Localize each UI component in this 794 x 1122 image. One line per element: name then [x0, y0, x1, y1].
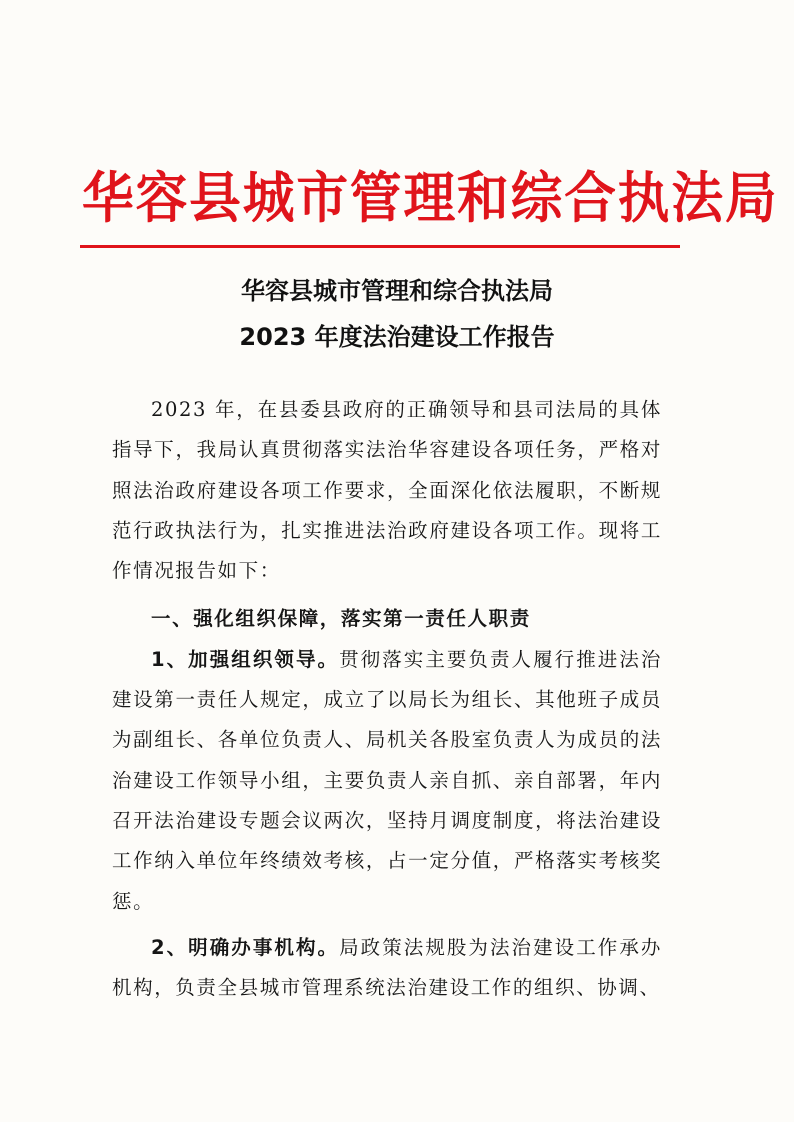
item-text: 局政策法规股为法治建设工作承办机构，负责全县城市管理系统法治建设工作的组织、协调、 — [112, 935, 662, 1000]
report-title-line2: 2023 年度法治建设工作报告 — [239, 323, 555, 351]
letterhead-red-rule — [80, 245, 680, 248]
section-heading: 一、强化组织保障，落实第一责任人职责 — [151, 607, 531, 631]
report-title-line1: 华容县城市管理和综合执法局 — [241, 277, 553, 305]
intro-paragraph: 2023 年，在县委县政府的正确领导和县司法局的具体指导下，我局认真贯彻落实法治华容建设各项任务，严格对照法治政府建设各项工作要求，全面深化依法履职，不断规范行政执法行为，扎实推进法治政府建设各项工作。现将工作情况报告如下： — [112, 398, 662, 583]
letterhead-org-name: 华容县城市管理和综合执法局 — [82, 165, 779, 230]
report-title — [0, 268, 794, 360]
item-paragraph — [112, 640, 662, 922]
item-text: 贯彻落实主要负责人履行推进法治建设第一责任人规定，成立了以局长为组长、其他班子成员为副组长、各单位负责人、局机关各股室负责人为成员的法治建设工作领导小组，主要负责人亲自抓、亲自部署，年内召开法治建设专题会议两次，坚持月调度制度，将法治建设工作纳入单位年终绩效考核，占一定分值，严格落实考核奖惩。 — [112, 647, 662, 913]
item-paragraph — [112, 928, 662, 1009]
report-body — [112, 390, 662, 1008]
item-heading: 1、加强组织领导。 — [151, 647, 340, 671]
item-heading: 2、明确办事机构。 — [151, 935, 340, 959]
